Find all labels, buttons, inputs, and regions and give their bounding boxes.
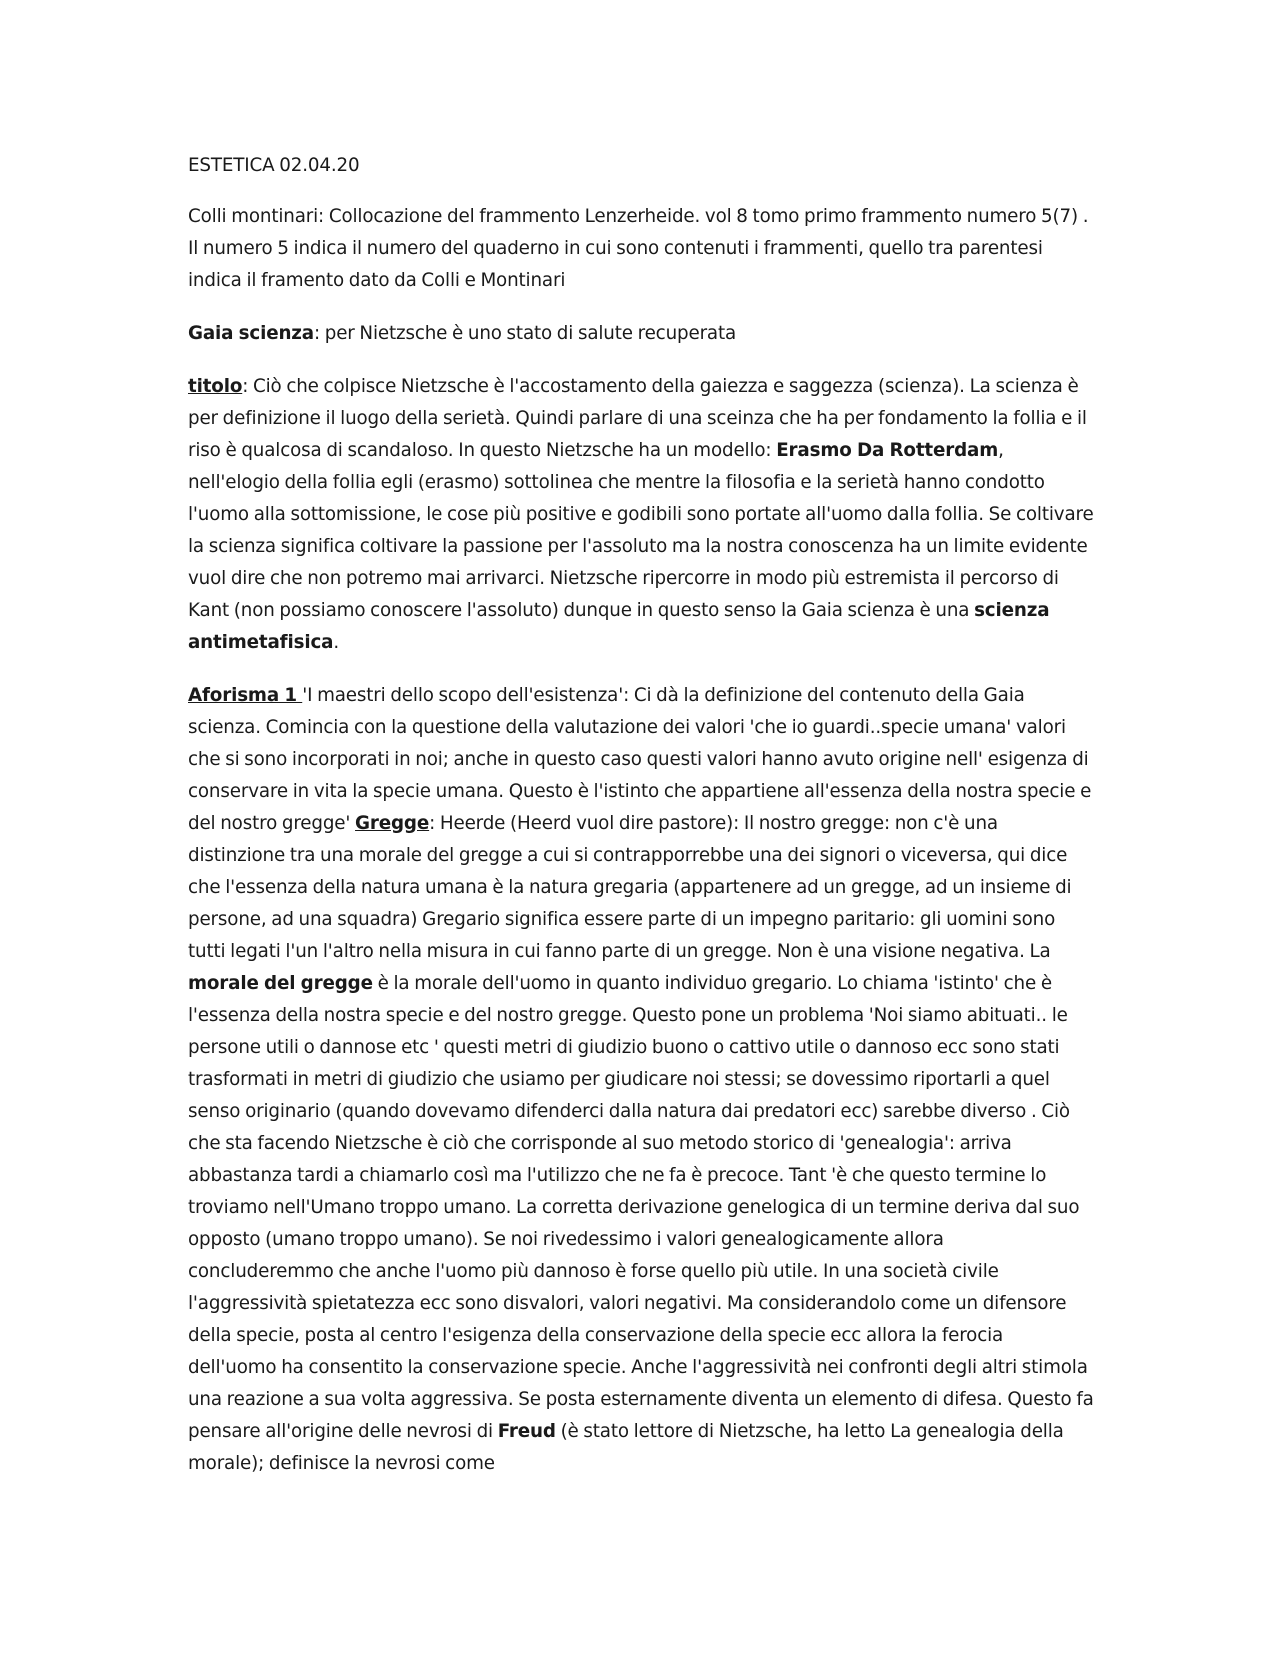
term-aforisma-1: Aforisma 1 bbox=[188, 685, 303, 706]
term-gaia-scienza: Gaia scienza bbox=[188, 323, 314, 344]
paragraph-text: : per Nietzsche è uno stato di salute recuperata bbox=[313, 323, 737, 344]
term-erasmo: Erasmo Da Rotterdam bbox=[776, 440, 999, 461]
term-scienza-antimetafisica: scienza antimetafisica bbox=[188, 600, 1050, 653]
paragraph-colli-montinari: Colli montinari: Collocazione del frammento Lenzerheide. vol 8 tomo primo frammento numero 5(7) . Il numero 5 indica il numero del quaderno in cui sono contenuti i frammenti, quello tra parentesi indica il framento dato da Colli e Montinari bbox=[188, 206, 1089, 291]
paragraph-text: : Heerde (Heerd vuol dire pastore): Il nostro gregge: non c'è una distinzione tra una morale del gregge a cui si contrapporrebbe una dei signori o viceversa, qui dice che l'essenza della natura umana è la natura gregaria (appartenere ad un gregge, ad un insieme di persone, ad una squadra) Gregario significa essere parte di un impegno paritario: gli uomini sono tutti legati l'un l'altro nella misura in cui fanno parte di un gregge. Non è una visione negativa. La bbox=[188, 813, 1072, 962]
document-page bbox=[188, 150, 1094, 1501]
paragraph-titolo bbox=[188, 371, 1094, 659]
paragraph-text: è la morale dell'uomo in quanto individuo gregario. Lo chiama 'istinto' che è l'essenza della nostra specie e del nostro gregge. Questo pone un problema 'Noi siamo abituati.. le persone utili o dannose etc ' questi metri di giudizio buono o cattivo utile o dannoso ecc sono stati trasformati in metri di giudizio che usiamo per giudicare noi stessi; se dovessimo riportarli a quel senso originario (quando dovevamo difenderci dalla natura dai predatori ecc) sarebbe diverso . Ciò che sta facendo Nietzsche è ciò che corrisponde al suo metodo storico di 'genealogia': arriva abbastanza tardi a chiamarlo così ma l'utilizzo che ne fa è precoce. Tant 'è che questo termine lo troviamo nell'Umano troppo umano. La corretta derivazione genelogica di un termine deriva dal suo opposto (umano troppo umano). Se noi rivedessimo i valori genealogicamente allora concluderemmo che anche l'uomo più dannoso è forse quello più utile. In una società civile l'aggressività spietatezza ecc sono disvalori, valori negativi. Ma considerandolo come un difensore della specie, posta al centro l'esigenza della conservazione della specie ecc allora la ferocia dell'uomo ha consentito la conservazione specie. Anche l'aggressività nei confronti degli altri stimola una reazione a sua volta aggressiva. Se posta esternamente diventa un elemento di difesa. Questo fa pensare all'origine delle nevrosi di bbox=[188, 973, 1094, 1442]
paragraph-text: : Ciò che colpisce Nietzsche è l'accostamento della gaiezza e saggezza (scienza). La scienza è per definizione il luogo della serietà. Quindi parlare di una sceinza che ha per fondamento la follia e il riso è qualcosa di scandaloso. In questo Nietzsche ha un modello: bbox=[188, 376, 1087, 461]
paragraph-text: 'I maestri dello scopo dell'esistenza': Ci dà la definizione del contenuto della Gaia scienza. Comincia con la questione della valutazione dei valori 'che io guardi..specie umana' valori che si sono incorporati in noi; anche in questo caso questi valori hanno avuto origine nell' esigenza di conservare in vita la specie umana. Questo è l'istinto che appartiene all'essenza della nostra specie e del nostro gregge' bbox=[188, 685, 1092, 834]
term-morale-del-gregge: morale del gregge bbox=[188, 973, 373, 994]
paragraph-gaia-scienza bbox=[188, 318, 1094, 350]
paragraph-text: , nell'elogio della follia egli (erasmo) sottolinea che mentre la filosofia e la serietà hanno condotto l'uomo alla sottomissione, le cose più positive e godibili sono portate all'uomo dalla follia. Se coltivare la scienza significa coltivare la passione per l'assoluto ma la nostra conoscenza ha un limite evidente vuol dire che non potremo mai arrivarci. Nietzsche ripercorre in modo più estremista il percorso di Kant (non possiamo conoscere l'assoluto) dunque in questo senso la Gaia scienza è una bbox=[188, 440, 1094, 621]
term-gregge: Gregge bbox=[355, 813, 430, 834]
paragraph-text: (è stato lettore di Nietzsche, ha letto La genealogia della morale); definisce la nevrosi come bbox=[188, 1421, 1064, 1474]
paragraph-text: . bbox=[333, 632, 339, 653]
term-titolo: titolo bbox=[188, 376, 243, 397]
term-freud: Freud bbox=[497, 1421, 556, 1442]
paragraph-aforisma-1 bbox=[188, 680, 1094, 1480]
document-title: ESTETICA 02.04.20 bbox=[188, 155, 360, 176]
